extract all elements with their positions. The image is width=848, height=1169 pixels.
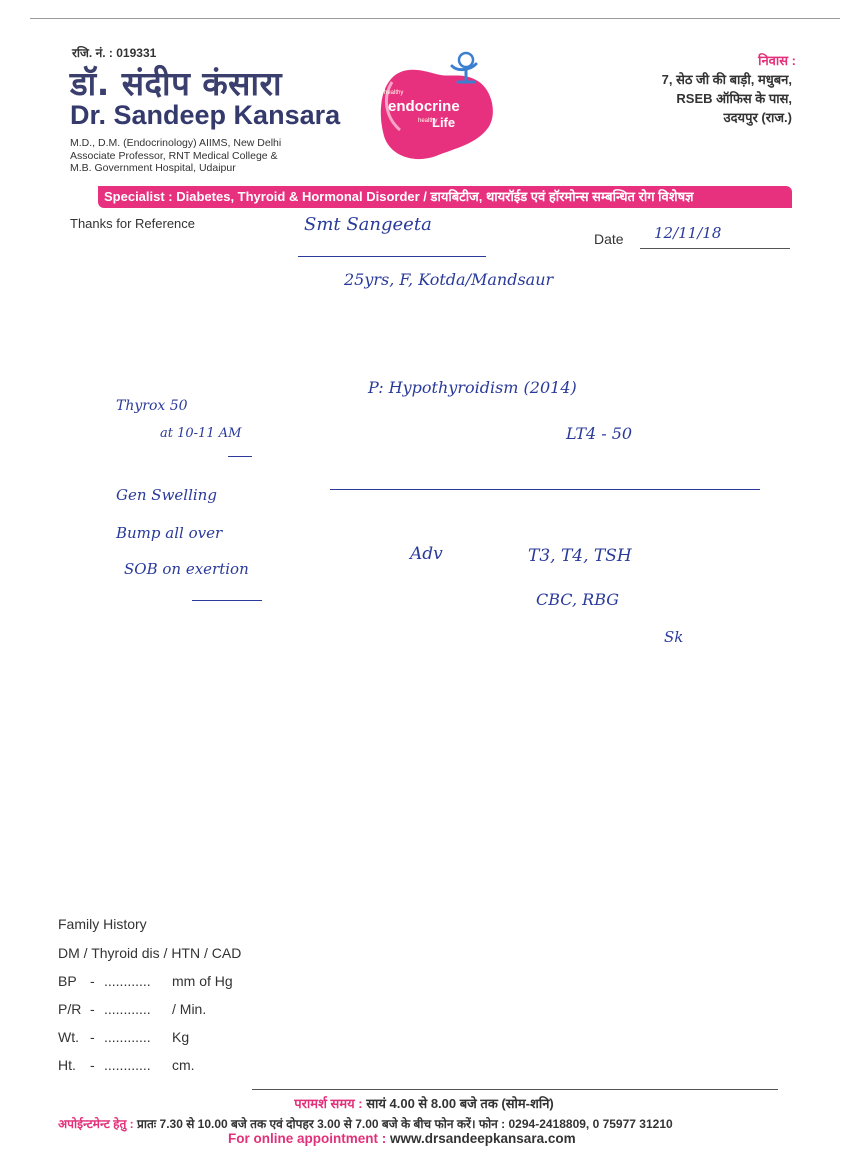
vital-row-ht <box>58 1057 195 1073</box>
vital-unit: Kg <box>172 1029 190 1045</box>
website-link[interactable]: www.drsandeepkansara.com <box>390 1131 576 1146</box>
vital-dash: - <box>90 1001 95 1017</box>
qualification-line: M.D., D.M. (Endocrinology) AIIMS, New Delhi <box>70 137 282 149</box>
address-line: उदयपुर (राज.) <box>723 110 792 125</box>
vital-unit: mm of Hg <box>172 973 233 989</box>
symptom: Gen Swelling <box>116 486 217 504</box>
appointment-text: प्रातः 7.30 से 10.00 बजे तक एवं दोपहर 3.00 से 7.00 बजे के बीच फोन करें। फोन : 0294-2418809, 0 75977 31210 <box>137 1117 673 1131</box>
consultation-text: सायं 4.00 से 8.00 बजे तक (सोम-शनि) <box>366 1096 554 1111</box>
advice-tests: CBC, RBG <box>536 590 620 609</box>
logo-tag-bottom: healthy <box>418 118 438 124</box>
logo-tag-top: healthy <box>384 90 404 96</box>
address-line: 7, सेठ जी की बाड़ी, मधुबन, <box>661 72 792 87</box>
specialist-banner: Specialist : Diabetes, Thyroid & Hormonal Disorder / डायबिटीज, थायरॉईड एवं हॉरमोन्स सम्बन्धित रोग विशेषज्ञ <box>98 186 792 208</box>
appointment-info <box>58 1115 673 1132</box>
vital-blank: ............ <box>104 1057 151 1073</box>
logo-wordmark: endocrine <box>388 98 460 115</box>
vital-dash: - <box>90 1029 95 1045</box>
logo-life: Life <box>432 115 456 130</box>
vital-blank: ............ <box>104 1029 151 1045</box>
advice-tests: T3, T4, TSH <box>528 546 632 566</box>
thanks-label: Thanks for Reference <box>70 216 196 231</box>
patient-name-underline <box>298 256 486 257</box>
date-value: 12/11/18 <box>654 224 722 242</box>
vital-row-bp <box>58 973 233 989</box>
online-appointment <box>228 1131 576 1146</box>
medication-time: at 10-11 AM <box>160 426 242 441</box>
date-label: Date <box>594 231 624 247</box>
consultation-label: परामर्श समय : <box>294 1096 363 1111</box>
vital-label: BP <box>58 973 77 989</box>
family-history-conditions: DM / Thyroid dis / HTN / CAD <box>58 945 242 961</box>
vital-blank: ............ <box>104 1001 151 1017</box>
qualification-line: M.B. Government Hospital, Udaipur <box>70 162 236 174</box>
address-line: RSEB ऑफिस के पास, <box>676 91 792 106</box>
vital-unit: / Min. <box>172 1001 207 1017</box>
residence-label: निवास : <box>758 53 796 68</box>
symptom: SOB on exertion <box>124 560 249 578</box>
symptom-underline <box>192 600 262 601</box>
residence-address <box>572 70 792 127</box>
qualification-line: Associate Professor, RNT Medical College & <box>70 149 278 162</box>
history-dose: LT4 - 50 <box>566 424 633 443</box>
qualifications <box>70 137 281 175</box>
vital-label: Wt. <box>58 1029 79 1045</box>
advice-label: Adv <box>410 544 443 564</box>
vital-label: Ht. <box>58 1057 76 1073</box>
top-rule <box>30 18 840 19</box>
patient-name: Smt Sangeeta <box>304 214 432 235</box>
vital-label: P/R <box>58 1001 82 1017</box>
doctor-name-hindi: डॉ. संदीप कंसारा <box>70 64 283 103</box>
symptom: Bump all over <box>116 524 223 542</box>
vital-row-pr <box>58 1001 206 1017</box>
vital-blank: ............ <box>104 973 151 989</box>
vital-row-wt <box>58 1029 189 1045</box>
online-label: For online appointment : <box>228 1131 387 1146</box>
note-underline <box>228 456 252 457</box>
medication-note: Thyrox 50 <box>116 398 188 414</box>
vital-dash: - <box>90 973 95 989</box>
doctor-name-english: Dr. Sandeep Kansara <box>70 100 341 130</box>
vital-dash: - <box>90 1057 95 1073</box>
registration-number: रजि. नं. : 019331 <box>72 46 157 60</box>
vital-unit: cm. <box>172 1057 195 1073</box>
patient-details: 25yrs, F, Kotda/Mandsaur <box>344 270 554 289</box>
section-divider <box>330 489 760 490</box>
appointment-label: अपोईन्टमेन्ट हेतु : <box>58 1117 134 1131</box>
consultation-hours <box>0 1094 848 1112</box>
date-underline <box>640 248 790 249</box>
family-history-title: Family History <box>58 916 147 932</box>
footer-rule <box>252 1089 778 1090</box>
past-history: P: Hypothyroidism (2014) <box>368 378 577 397</box>
signature: Sk <box>664 628 684 646</box>
